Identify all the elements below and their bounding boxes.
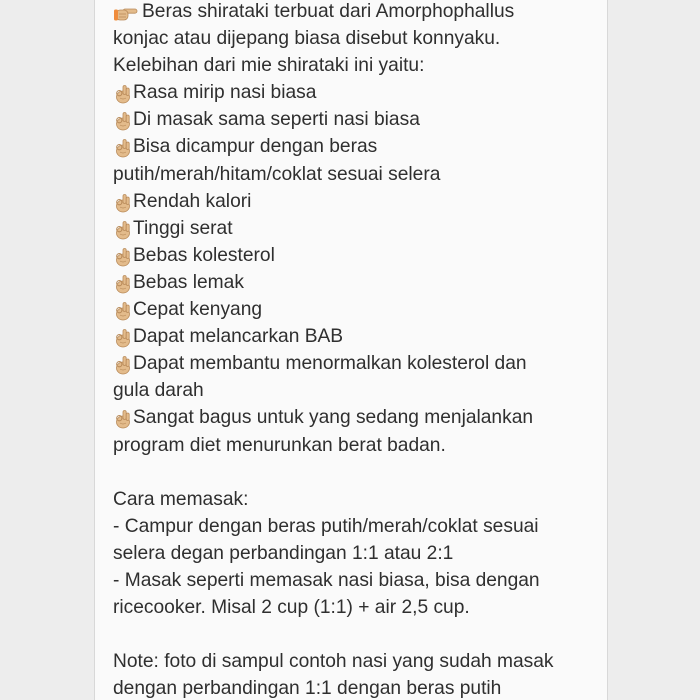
- line-text: Dapat melancarkan BAB: [133, 326, 344, 348]
- line-text: program diet menurunkan berat badan.: [113, 434, 446, 456]
- text-line: [113, 513, 607, 540]
- text-line: [113, 594, 607, 621]
- text-line: [113, 540, 607, 567]
- blank-line: [113, 459, 607, 486]
- text-line: [113, 79, 607, 106]
- text-line: [113, 486, 607, 513]
- line-text: Beras shirataki terbuat dari Amorphophallus: [142, 1, 515, 22]
- text-line: [113, 675, 607, 700]
- line-text: Cepat kenyang: [133, 299, 263, 321]
- ok-hand-icon: [113, 243, 133, 270]
- text-line: [113, 25, 607, 52]
- ok-hand-icon: [113, 405, 133, 432]
- text-line: [113, 215, 607, 242]
- line-text: ricecooker. Misal 2 cup (1:1) + air 2,5 cup.: [113, 597, 470, 619]
- line-text: Bebas kolesterol: [133, 244, 275, 266]
- text-line: [113, 296, 607, 323]
- text-line: [113, 133, 607, 160]
- line-text: Bebas lemak: [133, 271, 244, 293]
- line-text: dengan perbandingan 1:1 dengan beras putih: [113, 678, 502, 700]
- line-text: Dapat membantu menormalkan kolesterol dan: [133, 353, 527, 375]
- ok-hand-icon: [113, 107, 133, 134]
- text-line: [113, 242, 607, 269]
- line-text: konjac atau dijepang biasa disebut konnyaku.: [113, 28, 501, 50]
- text-line: [113, 269, 607, 296]
- line-text: - Masak seperti memasak nasi biasa, bisa dengan: [113, 569, 540, 591]
- ok-hand-icon: [113, 216, 133, 243]
- line-text: putih/merah/hitam/coklat sesuai selera: [113, 163, 441, 185]
- ok-hand-icon: [113, 297, 133, 324]
- text-line: [113, 377, 607, 404]
- text-line: [113, 0, 607, 25]
- line-text: gula darah: [113, 380, 204, 402]
- line-text: Rasa mirip nasi biasa: [133, 82, 317, 104]
- post-description-card: [94, 0, 608, 700]
- blank-line: [113, 621, 607, 648]
- ok-hand-icon: [113, 134, 133, 161]
- post-description-text: [113, 0, 607, 700]
- line-text: selera degan perbandingan 1:1 atau 2:1: [113, 542, 454, 564]
- ok-hand-icon: [113, 270, 133, 297]
- text-line: [113, 323, 607, 350]
- line-text: Note: foto di sampul contoh nasi yang sudah masak: [113, 651, 554, 673]
- line-text: Rendah kalori: [133, 190, 252, 212]
- line-text: - Campur dengan beras putih/merah/coklat sesuai: [113, 515, 539, 537]
- text-line: [113, 432, 607, 459]
- line-text: Kelebihan dari mie shirataki ini yaitu:: [113, 55, 425, 77]
- ok-hand-icon: [113, 351, 133, 378]
- text-line: [113, 648, 607, 675]
- line-text: Di masak sama seperti nasi biasa: [133, 109, 420, 131]
- text-line: [113, 350, 607, 377]
- text-line: [113, 404, 607, 431]
- ok-hand-icon: [113, 189, 133, 216]
- line-text: Sangat bagus untuk yang sedang menjalankan: [133, 407, 534, 429]
- pointing-right-hand-icon: [113, 0, 139, 26]
- line-text: Bisa dicampur dengan beras: [133, 136, 378, 158]
- text-line: [113, 567, 607, 594]
- text-line: [113, 161, 607, 188]
- text-line: [113, 106, 607, 133]
- line-text: Cara memasak:: [113, 488, 249, 510]
- ok-hand-icon: [113, 324, 133, 351]
- text-line: [113, 188, 607, 215]
- ok-hand-icon: [113, 80, 133, 107]
- text-line: [113, 52, 607, 79]
- line-text: Tinggi serat: [133, 217, 233, 239]
